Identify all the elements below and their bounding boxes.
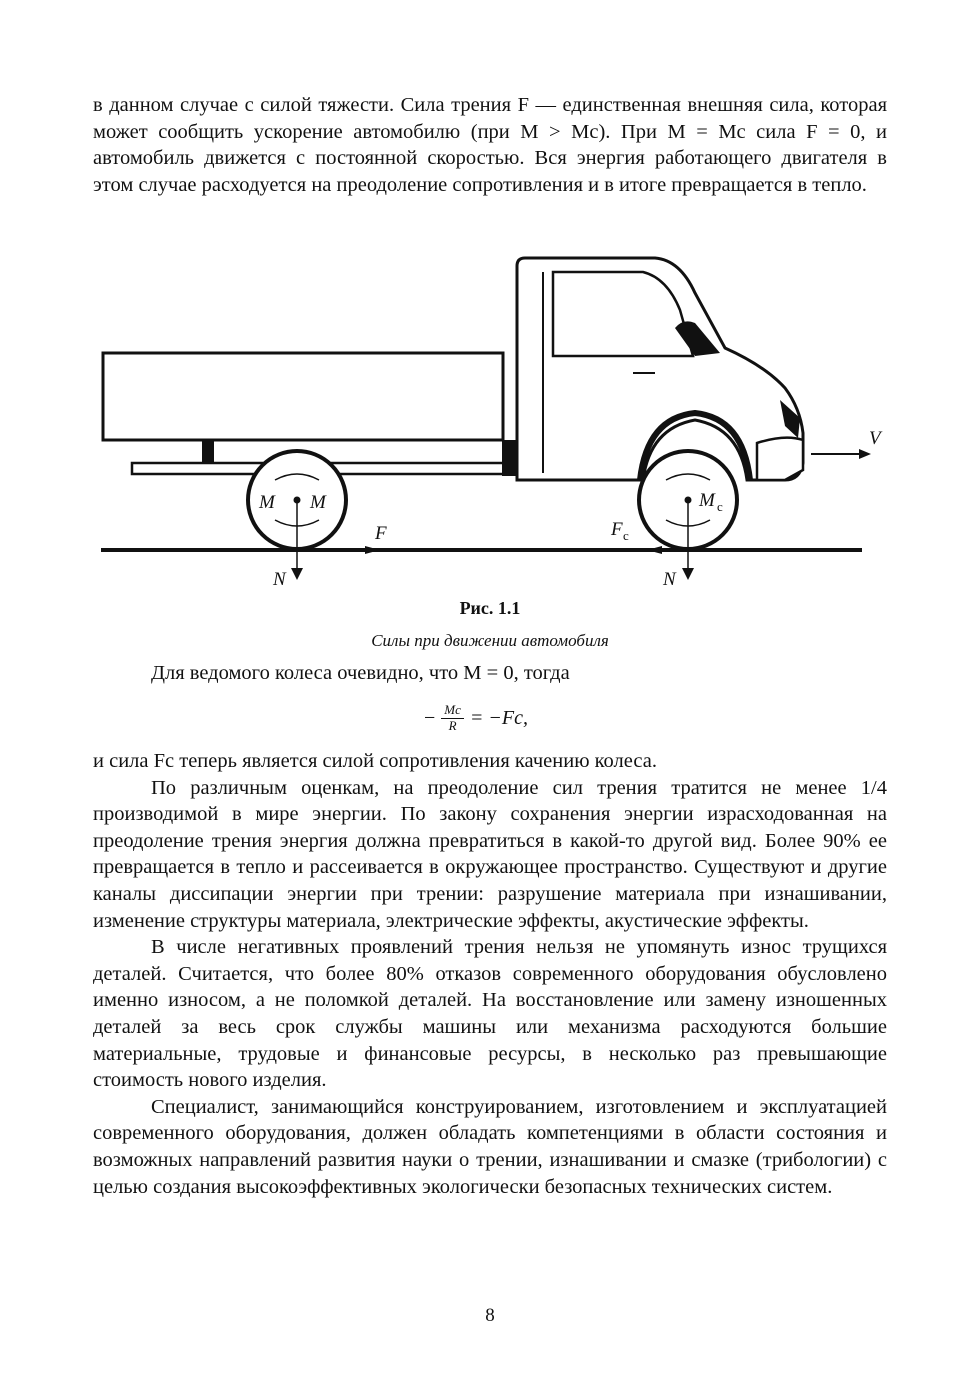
rolling-resistance-arrow: [647, 546, 662, 554]
page-number: 8: [485, 1305, 495, 1326]
label-rear-moment-c: M: [310, 492, 326, 513]
figure-caption: Силы при движении автомобиля: [371, 631, 609, 650]
paragraph-wear: В числе негативных проявлений трения нельзя не упомянуть износ трущихся деталей. Считается, что более 80% отказов современного оборудования обусловлено именно износом, а не поломкой деталей. На восстановление или замену изношенных деталей за весь срок службы машины или механизма расходуются большие материальные, трудовые и финансовые ресурсы, в несколько раз превышающие стоимость нового изделия.: [93, 936, 887, 1092]
label-front-normal: N: [663, 569, 676, 590]
page-body: [93, 92, 887, 198]
paragraph-rolling-resistance: и сила Fс теперь является силой сопротивления качению колеса.: [93, 750, 657, 772]
label-friction: F: [375, 523, 387, 544]
friction-arrow: [365, 546, 380, 554]
lead-line: Для ведомого колеса очевидно, что M = 0, тогда: [151, 662, 570, 684]
svg-text:с: с: [717, 499, 723, 514]
paragraph-specialist: Специалист, занимающийся конструированием, изготовлением и эксплуатацией современного оборудования, должен обладать компетенциями в области состояния и возможных направлений развития науки о трении, изнашивании и смазке (трибологии) с целью создания высокоэффективных экологически безопасных технических систем.: [93, 1095, 887, 1198]
formula: − $\frac{Mс}{R}$ = −Fс,: [424, 701, 528, 733]
page-body-lower: [93, 748, 887, 1200]
label-front-moment: M: [699, 490, 715, 511]
paragraph-energy: По различным оценкам, на преодоление сил трения тратится не менее 1/4 производимой в мире энергии. По закону сохранения энергии израсходованная на преодоление трения энергия должна превратиться в какой-то другой вид. Более 90% ее превращается в тепло и рассеивается в окружающее пространство. Существуют и другие каналы диссипации энергии при трении: разрушение материала при изнашивании, изменение структуры материала, электрические эффекты, акустические эффекты.: [93, 776, 887, 932]
label-front-friction: F: [611, 519, 623, 540]
figure-truck-forces: [95, 248, 885, 598]
label-rear-normal: N: [273, 569, 286, 590]
paragraph-intro: в данном случае с силой тяжести. Сила трения F — единственная внешняя сила, которая может сообщить ускорение автомобилю (при M > Mс). При M = Mс сила F = 0, и автомобиль движется с постоянной скоростью. Вся энергия работающего двигателя в этом случае расходуется на преодоление сопротивления и в итоге превращается в тепло.: [93, 94, 887, 196]
figure-number: Рис. 1.1: [459, 598, 521, 618]
label-velocity: V: [869, 428, 881, 449]
svg-text:с: с: [623, 528, 629, 543]
cargo-body: [103, 353, 503, 440]
label-rear-moment: M: [259, 492, 275, 513]
